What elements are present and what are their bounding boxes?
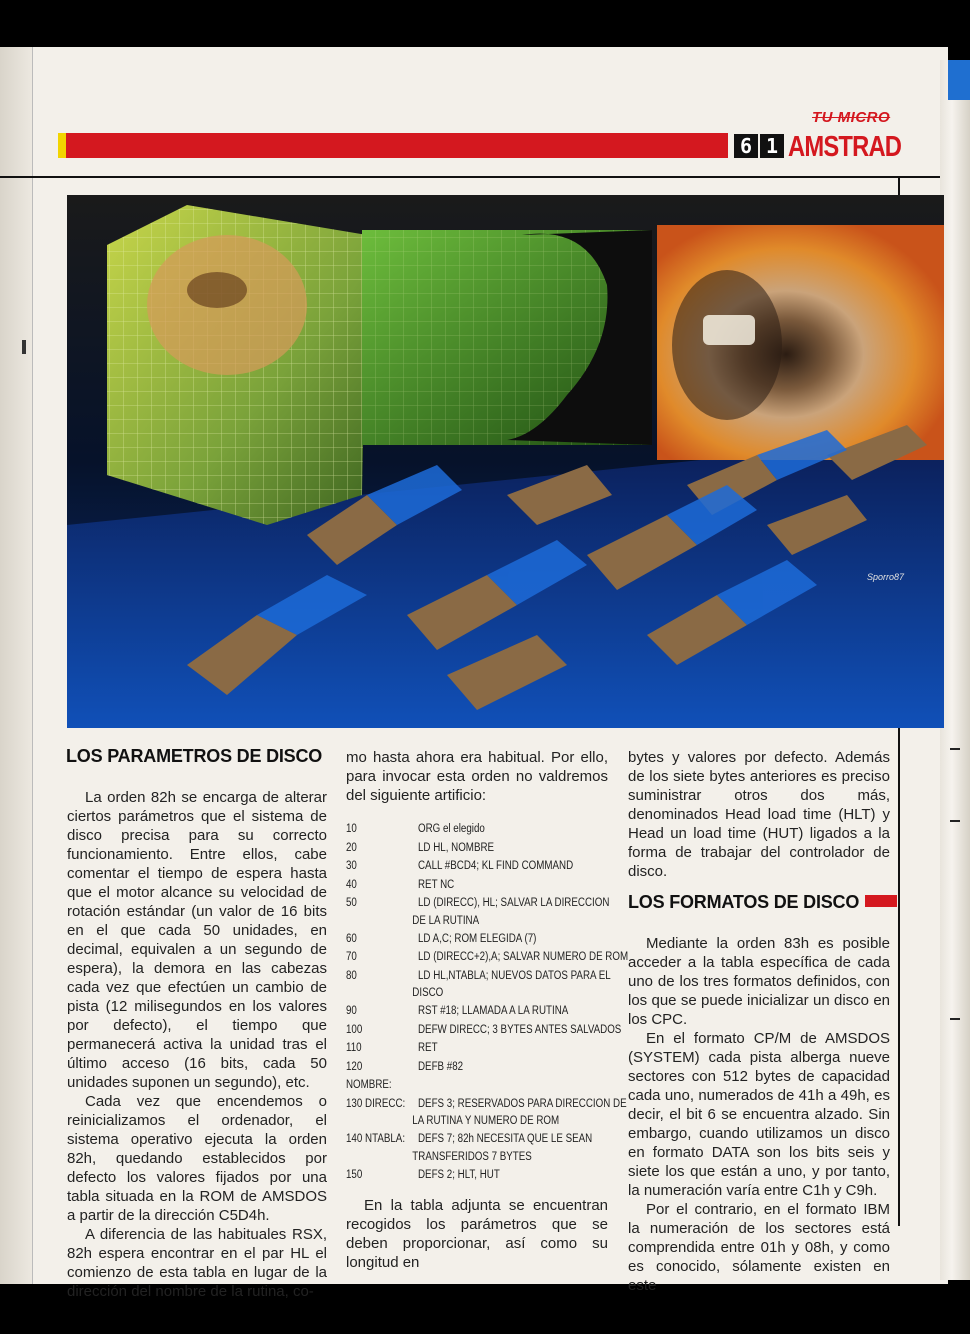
- next-page-edge: [940, 60, 970, 1280]
- line-number: 20: [346, 841, 357, 854]
- code-line: [346, 876, 616, 895]
- paragraph: En el formato CP/M de AMSDOS (SYSTEM) cada pista alberga nueve sectores con 512 bytes de capacidad cada uno, numerados de 41h a 49h, es decir, el bit 6 se encuentra alzado. Sin embargo, cuando utilizamos un disco en formato DATA son los bits seis y siete los que están a uno, y por tanto, la numeración varía entre C1h y C9h.: [628, 1030, 890, 1199]
- line-number: 30: [346, 860, 357, 872]
- line-number: 80: [346, 969, 357, 982]
- code-line: [346, 839, 616, 858]
- code-line: [346, 1166, 616, 1185]
- code-line: [346, 894, 616, 930]
- line-number: 40: [346, 878, 357, 891]
- section-heading-formatos: [628, 892, 897, 913]
- section-label-tu-micro: TU MICRO: [812, 109, 891, 126]
- code-text: DEFW DIRECC; 3 BYTES ANTES SALVADOS: [418, 1023, 622, 1036]
- issue-digit-box: 1: [760, 134, 784, 158]
- artist-signature: Sporro87: [867, 572, 905, 582]
- header-red-bar: [58, 133, 728, 158]
- header-yellow-accent: [58, 133, 66, 158]
- code-line: [346, 1130, 616, 1166]
- code-line: [346, 820, 616, 839]
- section-heading-text: LOS FORMATOS DE DISCO: [628, 892, 860, 912]
- code-text: LD HL, NOMBRE: [418, 841, 495, 854]
- code-text: RST #18; LLAMADA A LA RUTINA: [418, 1005, 569, 1017]
- code-text: DEFS 7; 82h NECESITA QUE LE SEAN: [418, 1133, 593, 1145]
- code-line: [346, 967, 616, 1003]
- code-line: [346, 930, 616, 949]
- code-line: [346, 1002, 616, 1021]
- code-text: LD (DIRECC), HL; SALVAR LA DIRECCION: [418, 897, 610, 909]
- heading-red-marker: [865, 895, 897, 907]
- code-text: LD A,C; ROM ELEGIDA (7): [418, 932, 537, 945]
- paragraph: bytes y valores por defecto. Además de los siete bytes anteriores es preciso suministrar otros dos más, denominados Head load time (HLT) y Head un load time (HUT) ligados a la forma de trabajar del controlador de disco.: [628, 749, 890, 880]
- code-line: [346, 857, 616, 876]
- previous-page-edge: [0, 47, 33, 1284]
- line-number: 150: [346, 1168, 363, 1181]
- basic-code-listing: [346, 820, 629, 1184]
- code-continuation: TRANSFERIDOS 7 BYTES: [412, 1150, 532, 1163]
- code-continuation: DISCO: [412, 987, 444, 999]
- paragraph: La orden 82h se encarga de alterar ciertos parámetros que el sistema de disco precisa para su correcto funcionamiento. Entre ellos, cabe comentar el tiempo de espera hasta que el motor alcance su velocidad de rotación estándar (un valor de 16 bits en el que cada 50 unidades, en decimal, equivalen a un segundo de espera), la demora en las cabezas cada vez que efectúen un cambio de pista (12 milisegundos en los valores por defecto), el tiempo que permanecerá activa la unidad tras el último acceso (16 bits, cada 50 unidades suponen un segundo), etc.: [67, 789, 327, 1091]
- paragraph: A diferencia de las habituales RSX, 82h espera encontrar en el par HL el comienzo de esta tabla en lugar de la dirección del nombre de la rutina, co-: [67, 1226, 327, 1300]
- line-number: 70: [346, 951, 357, 963]
- page-edge-tick: [950, 1018, 960, 1020]
- code-text: CALL #BCD4; KL FIND COMMAND: [418, 860, 574, 872]
- line-number: 50: [346, 897, 357, 909]
- frame-rule-top: [0, 176, 940, 178]
- code-text: DEFS 2; HLT, HUT: [418, 1168, 500, 1181]
- code-line: [346, 1039, 616, 1058]
- code-text: DEFS 3; RESERVADOS PARA DIRECCION DE: [418, 1097, 627, 1110]
- code-line: [346, 1095, 627, 1131]
- code-text: RET: [418, 1042, 438, 1054]
- line-number: 130 DIRECC:: [346, 1097, 406, 1110]
- code-line: [346, 1021, 622, 1040]
- cover-illustration: [67, 195, 944, 728]
- brand-title: AMSTRAD: [788, 131, 902, 163]
- line-number: 90: [346, 1005, 357, 1017]
- line-number: 60: [346, 932, 357, 945]
- code-continuation: LA RUTINA Y NUMERO DE ROM: [412, 1115, 560, 1127]
- code-line: [346, 1058, 616, 1095]
- line-number: 110: [346, 1042, 362, 1054]
- code-text: LD HL,NTABLA; NUEVOS DATOS PARA EL: [418, 969, 611, 982]
- code-text: DEFB #82: [418, 1060, 464, 1073]
- binding-mark: [22, 340, 26, 354]
- line-number: 120 NOMBRE:: [346, 1060, 392, 1091]
- page-edge-tick: [950, 820, 960, 822]
- text-column-1: [67, 788, 327, 1301]
- section-heading-parametros: LOS PARAMETROS DE DISCO: [66, 746, 323, 766]
- code-text: RET NC: [418, 878, 455, 891]
- code-continuation: DE LA RUTINA: [412, 914, 480, 927]
- code-text: LD (DIRECC+2),A; SALVAR NUMERO DE ROM: [418, 951, 629, 963]
- text-column-2-intro: [346, 748, 608, 805]
- paragraph: En la tabla adjunta se encuentran recogidos los parámetros que se deben proporcionar, así como su longitud en: [346, 1197, 608, 1271]
- page-edge-tick: [950, 748, 960, 750]
- paragraph: Por el contrario, en el formato IBM la numeración de los sectores está comprendida entre 01h y 08h, y como es conocido, sólamente existen en este: [628, 1201, 890, 1294]
- code-line: [346, 948, 629, 967]
- text-column-2-outro: [346, 1196, 608, 1272]
- text-column-3-formatos: [628, 934, 890, 1295]
- line-number: 100: [346, 1023, 363, 1036]
- issue-digit-box: 6: [734, 134, 758, 158]
- line-number: 10: [346, 823, 357, 835]
- page-tab-blue: [948, 60, 970, 100]
- paragraph: mo hasta ahora era habitual. Por ello, para invocar esta orden no valdremos del siguiente artificio:: [346, 749, 608, 804]
- text-column-3-intro: [628, 748, 890, 881]
- code-text: ORG el elegido: [418, 823, 485, 835]
- paragraph: Cada vez que encendemos o reinicializamos el ordenador, el sistema operativo ejecuta la orden 82h, quedando establecidos por defecto los valores fijados por una tabla situada en la ROM de AMSDOS a partir de la dirección C5D4h.: [67, 1093, 327, 1224]
- paragraph: Mediante la orden 83h es posible acceder a la tabla específica de cada uno de los tres formatos definidos, con los que se puede inicializar un disco en los CPC.: [628, 935, 890, 1028]
- line-number: 140 NTABLA:: [346, 1133, 406, 1145]
